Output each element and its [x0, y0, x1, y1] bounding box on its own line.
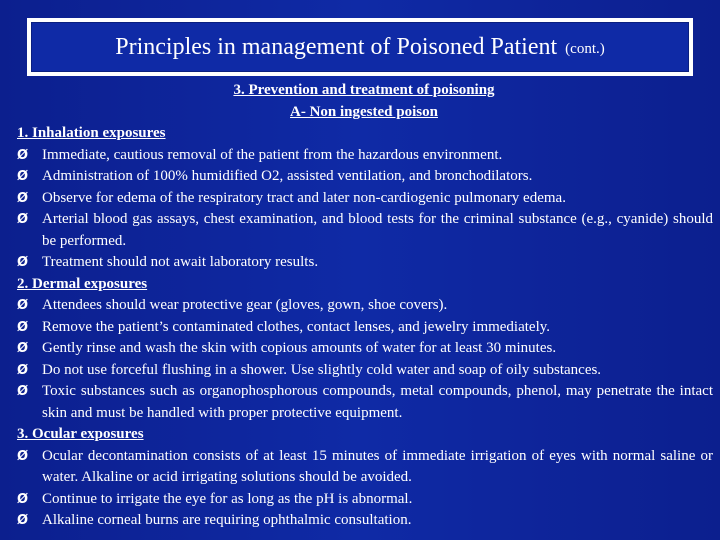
- bullet-item: [17, 166, 713, 188]
- bullet-text: Gently rinse and wash the skin with copious amounts of water for at least 30 minutes.: [42, 340, 557, 356]
- bullet-text: Treatment should not await laboratory results.: [42, 254, 319, 270]
- arrow-bullet-icon: Ø: [17, 341, 29, 356]
- bullet-item: [17, 360, 713, 382]
- bullet-item: [17, 145, 713, 167]
- subsection-subtitle: A- Non ingested poison: [290, 104, 438, 120]
- slide-body: [17, 123, 713, 532]
- arrow-bullet-icon: Ø: [17, 491, 29, 507]
- arrow-bullet-icon: Ø: [17, 255, 29, 270]
- bullet-text: Toxic substances such as organophosphorous compounds, metal compounds, phenol, may penetrate the intact skin and must be handled with proper protective equipment.: [42, 383, 713, 421]
- arrow-bullet-icon: Ø: [17, 212, 29, 227]
- arrow-bullet-icon: Ø: [17, 319, 29, 335]
- slide-title: [31, 22, 689, 72]
- bullet-item: [17, 489, 713, 511]
- section-heading-dermal: 2. Dermal exposures: [17, 275, 148, 292]
- section-subtitle: 3. Prevention and treatment of poisoning: [233, 82, 495, 98]
- title-text: Principles in management of Poisoned Patient: [115, 33, 558, 60]
- bullet-text: Remove the patient’s contaminated clothes, contact lenses, and jewelry immediately.: [42, 318, 551, 335]
- section-heading-inhalation: 1. Inhalation exposures: [17, 125, 166, 141]
- section-heading-ocular: 3. Ocular exposures: [17, 426, 144, 442]
- title-frame: [27, 18, 693, 76]
- bullet-item: [17, 252, 713, 274]
- bullet-text: Alkaline corneal burns are requiring ophthalmic consultation.: [42, 512, 412, 528]
- arrow-bullet-icon: Ø: [17, 362, 29, 378]
- arrow-bullet-icon: Ø: [17, 448, 29, 464]
- bullet-item: [17, 381, 713, 424]
- bullet-text: Immediate, cautious removal of the patient from the hazardous environment.: [42, 146, 503, 163]
- bullet-item: [17, 317, 713, 339]
- title-suffix: (cont.): [565, 40, 605, 57]
- bullet-text: Observe for edema of the respiratory tract and later non-cardiogenic pulmonary edema.: [42, 189, 566, 206]
- arrow-bullet-icon: Ø: [17, 298, 29, 313]
- arrow-bullet-icon: Ø: [17, 513, 29, 528]
- bullet-item: [17, 188, 713, 210]
- arrow-bullet-icon: Ø: [17, 190, 29, 206]
- bullet-item: [17, 209, 713, 252]
- bullet-text: Ocular decontamination consists of at least 15 minutes of immediate irrigation of eyes with normal saline or water. Alkaline or acid irrigating solutions should be avoided.: [42, 447, 713, 485]
- bullet-text: Administration of 100% humidified O2, assisted ventilation, and bronchodilators.: [42, 168, 533, 184]
- bullet-item: [17, 510, 713, 532]
- bullet-text: Continue to irrigate the eye for as long as the pH is abnormal.: [42, 490, 413, 507]
- bullet-item: [17, 295, 713, 317]
- bullet-text: Attendees should wear protective gear (gloves, gown, shoe covers).: [42, 297, 448, 313]
- arrow-bullet-icon: Ø: [17, 147, 29, 163]
- bullet-item: [17, 446, 713, 489]
- bullet-text: Do not use forceful flushing in a shower. Use slightly cold water and soap of oily substances.: [42, 361, 602, 378]
- bullet-item: [17, 338, 713, 360]
- bullet-text: Arterial blood gas assays, chest examination, and blood tests for the criminal substance (e.g., cyanide) should be performed.: [42, 211, 713, 249]
- arrow-bullet-icon: Ø: [17, 384, 29, 399]
- arrow-bullet-icon: Ø: [17, 169, 29, 184]
